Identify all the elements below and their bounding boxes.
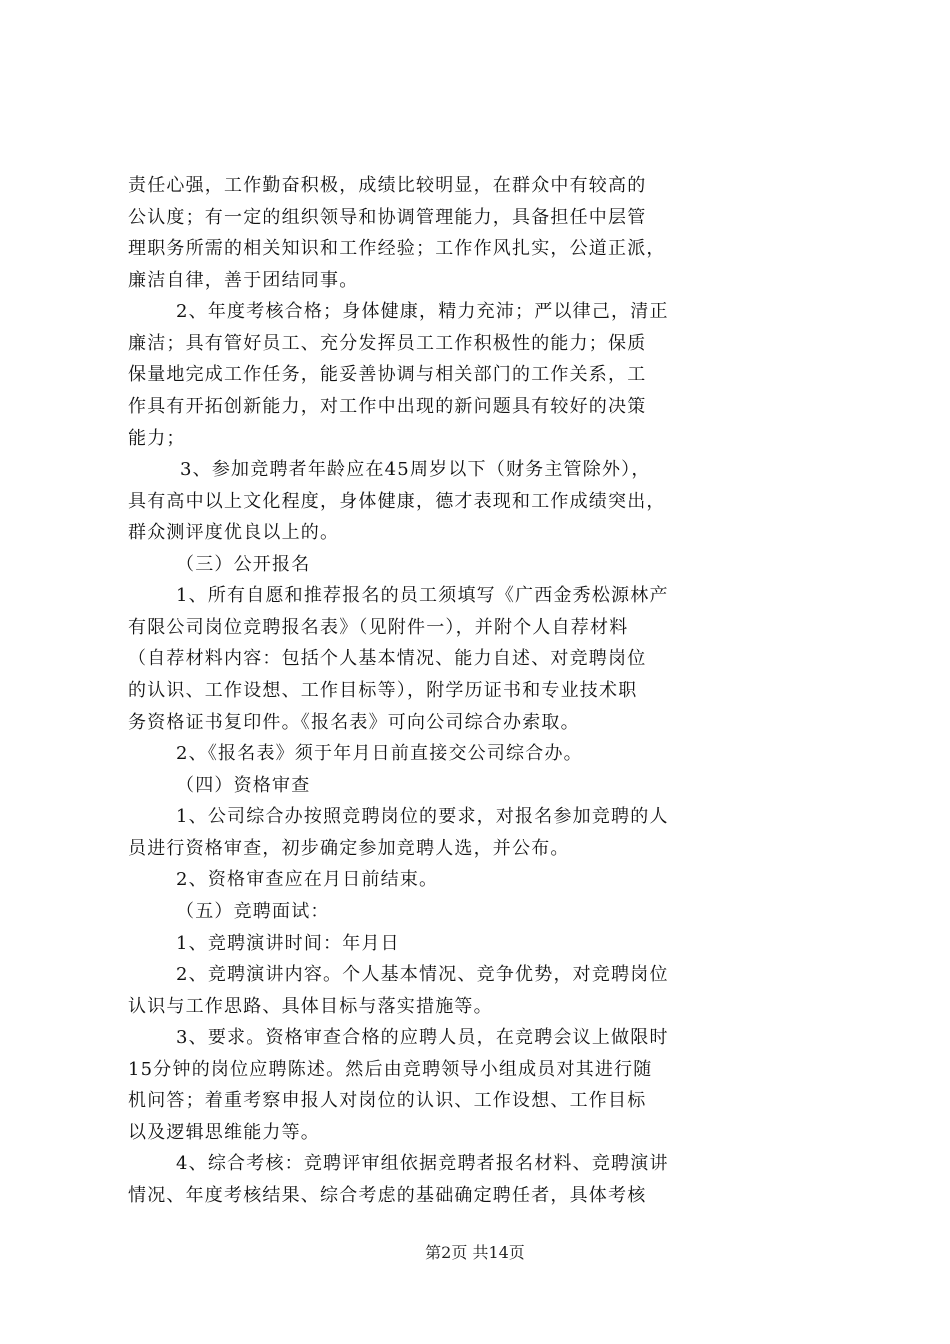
text-line: 作具有开拓创新能力，对工作中出现的新问题具有较好的决策 (128, 395, 647, 417)
text-line: 1、公司综合办按照竞聘岗位的要求，对报名参加竞聘的人 (176, 806, 669, 828)
text-line: 廉洁；具有管好员工、充分发挥员工工作积极性的能力；保质 (128, 332, 647, 354)
text-line: 以及逻辑思维能力等。 (128, 1121, 320, 1143)
section-heading: （四）资格审查 (176, 774, 311, 796)
text-line: 情况、年度考核结果、综合考虑的基础确定聘任者，具体考核 (128, 1185, 647, 1206)
text-line: 公认度；有一定的组织领导和协调管理能力，具备担任中层管 (128, 206, 647, 228)
text-line: 机问答；着重考察申报人对岗位的认识、工作设想、工作目标 (128, 1090, 647, 1112)
text-line: 员进行资格审查，初步确定参加竞聘人选，并公布。 (128, 837, 570, 859)
text-line: 3、要求。资格审查合格的应聘人员，在竞聘会议上做限时 (176, 1027, 669, 1049)
section-heading: （三）公开报名 (176, 553, 311, 575)
text-line: 4、综合考核：竞聘评审组依据竞聘者报名材料、竞聘演讲 (176, 1153, 669, 1175)
text-line: 有限公司岗位竞聘报名表》（见附件一），并附个人自荐材料 (128, 616, 629, 638)
text-line: 1、竞聘演讲时间：年月日 (176, 932, 400, 954)
page-number: 第2页 共14页 (425, 1243, 525, 1262)
text-line: 1、所有自愿和推荐报名的员工须填写《广西金秀松源林产 (176, 585, 669, 607)
text-line: 2、竞聘演讲内容。个人基本情况、竞争优势，对竞聘岗位 (176, 964, 669, 986)
text-line: 的认识、工作设想、工作目标等），附学历证书和专业技术职 (128, 680, 638, 701)
text-line: 认识与工作思路、具体目标与落实措施等。 (128, 995, 493, 1017)
text-line: （自荐材料内容：包括个人基本情况、能力自述、对竞聘岗位 (128, 648, 647, 670)
text-line: 群众测评度优良以上的。 (128, 522, 340, 544)
text-line: 理职务所需的相关知识和工作经验；工作作风扎实，公道正派， (128, 238, 666, 260)
text-line: 3、参加竞聘者年龄应在45周岁以下（财务主管除外）， (180, 459, 651, 481)
text-line: 2、《报名表》须于年月日前直接交公司综合办。 (176, 743, 583, 765)
text-line: 务资格证书复印件。《报名表》可向公司综合办索取。 (128, 711, 580, 733)
text-line: 具有高中以上文化程度，身体健康，德才表现和工作成绩突出， (128, 490, 666, 512)
text-line: 2、年度考核合格；身体健康，精力充沛；严以律己，清正 (176, 301, 669, 323)
text-line: 廉洁自律，善于团结同事。 (128, 269, 359, 291)
text-line: 15分钟的岗位应聘陈述。然后由竞聘领导小组成员对其进行随 (128, 1058, 653, 1080)
text-line: 责任心强，工作勤奋积极，成绩比较明显，在群众中有较高的 (128, 175, 647, 196)
text-line: 保量地完成工作任务，能妥善协调与相关部门的工作关系，工 (128, 364, 647, 386)
section-heading: （五）竞聘面试： (176, 900, 330, 922)
text-line: 能力； (128, 427, 186, 449)
text-line: 2、资格审查应在月日前结束。 (176, 869, 439, 891)
